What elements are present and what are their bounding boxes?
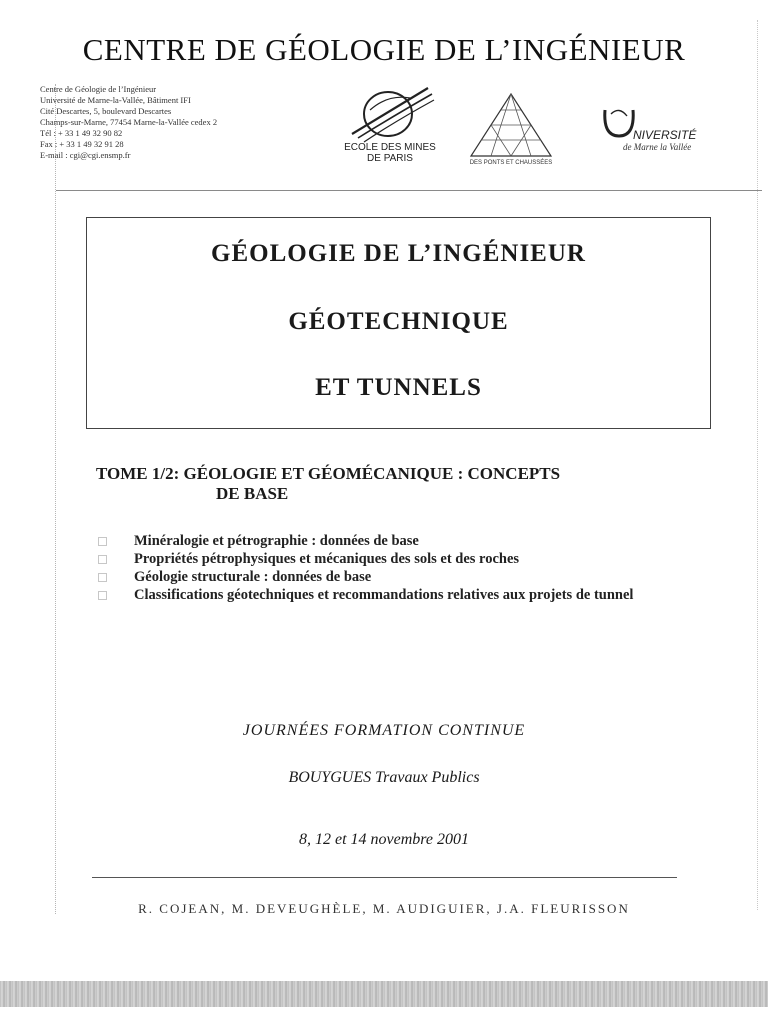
title-box xyxy=(86,217,711,429)
list-item xyxy=(96,586,696,604)
tome-heading-line2: DE BASE xyxy=(216,484,289,503)
main-title-line3: ET TUNNELS xyxy=(315,374,482,401)
authors-divider xyxy=(92,877,677,878)
event-date: 8, 12 et 14 novembre 2001 xyxy=(298,831,470,848)
event-title: JOURNÉES FORMATION CONTINUE xyxy=(242,722,526,739)
list-item-text: Minéralogie et pétrographie : données de base xyxy=(134,533,419,549)
ecole-des-mines-logo xyxy=(330,84,450,174)
company-name xyxy=(0,769,768,787)
ponts-et-chaussees-logo xyxy=(465,90,557,172)
company-main: BOUYGUES xyxy=(288,769,372,786)
checkbox-bullet-icon xyxy=(98,555,107,564)
address-block xyxy=(40,84,270,161)
university-location: de Marne la Vallée xyxy=(623,142,692,152)
list-item-text: Propriétés pétrophysiques et mécaniques des sols et des roches xyxy=(134,551,520,567)
enpc-caption: DES PONTS ET CHAUSSÉES xyxy=(469,160,553,166)
list-item xyxy=(96,568,696,586)
universite-logo xyxy=(595,100,735,160)
contents-list xyxy=(96,532,696,604)
ensmp-swoosh-icon xyxy=(330,84,450,144)
tome-heading-line1: TOME 1/2: GÉOLOGIE ET GÉOMÉCANIQUE : CONCEPTS xyxy=(96,464,561,483)
email-line: E-mail : cgi@cgi.ensmp.fr xyxy=(40,150,131,160)
left-margin-rule xyxy=(55,84,56,914)
tome-heading xyxy=(96,464,696,504)
document-header-title: CENTRE DE GÉOLOGIE DE L’INGÉNIEUR xyxy=(82,32,686,67)
address-line: Université de Marne-la-Vallée, Bâtiment IFI xyxy=(40,95,191,105)
authors-line: R. COJEAN, M. DEVEUGHÈLE, M. AUDIGUIER, J.A. FLEURISSON xyxy=(138,901,630,916)
triangle-lattice-icon xyxy=(465,90,557,160)
list-item xyxy=(96,550,696,568)
company-rest: Travaux Publics xyxy=(375,769,480,786)
university-name: NIVERSITÉ xyxy=(633,128,697,142)
fax-line: Fax : + 33 1 49 32 91 28 xyxy=(40,139,124,149)
address-line: Champs-sur-Marne, 77454 Marne-la-Vallée cedex 2 xyxy=(40,117,218,127)
checkbox-bullet-icon xyxy=(98,573,107,582)
list-item-text: Classifications géotechniques et recommandations relatives aux projets de tunnel xyxy=(134,587,634,603)
phone-line: Tél : + 33 1 49 32 90 82 xyxy=(40,128,123,138)
scan-bottom-band xyxy=(0,981,768,1007)
header-divider xyxy=(56,190,762,191)
list-item-text: Géologie structurale : données de base xyxy=(134,569,372,585)
main-title-line1: GÉOLOGIE DE L’INGÉNIEUR xyxy=(211,240,586,267)
checkbox-bullet-icon xyxy=(98,591,107,600)
checkbox-bullet-icon xyxy=(98,537,107,546)
address-line: Cité Descartes, 5, boulevard Descartes xyxy=(40,106,172,116)
address-line: Centre de Géologie de l’Ingénieur xyxy=(40,84,157,94)
ensmp-label-line1: ECOLE DES MINES xyxy=(344,142,436,153)
list-item xyxy=(96,532,696,550)
main-title-line2: GÉOTECHNIQUE xyxy=(288,308,509,335)
ensmp-label-line2: DE PARIS xyxy=(367,153,413,164)
